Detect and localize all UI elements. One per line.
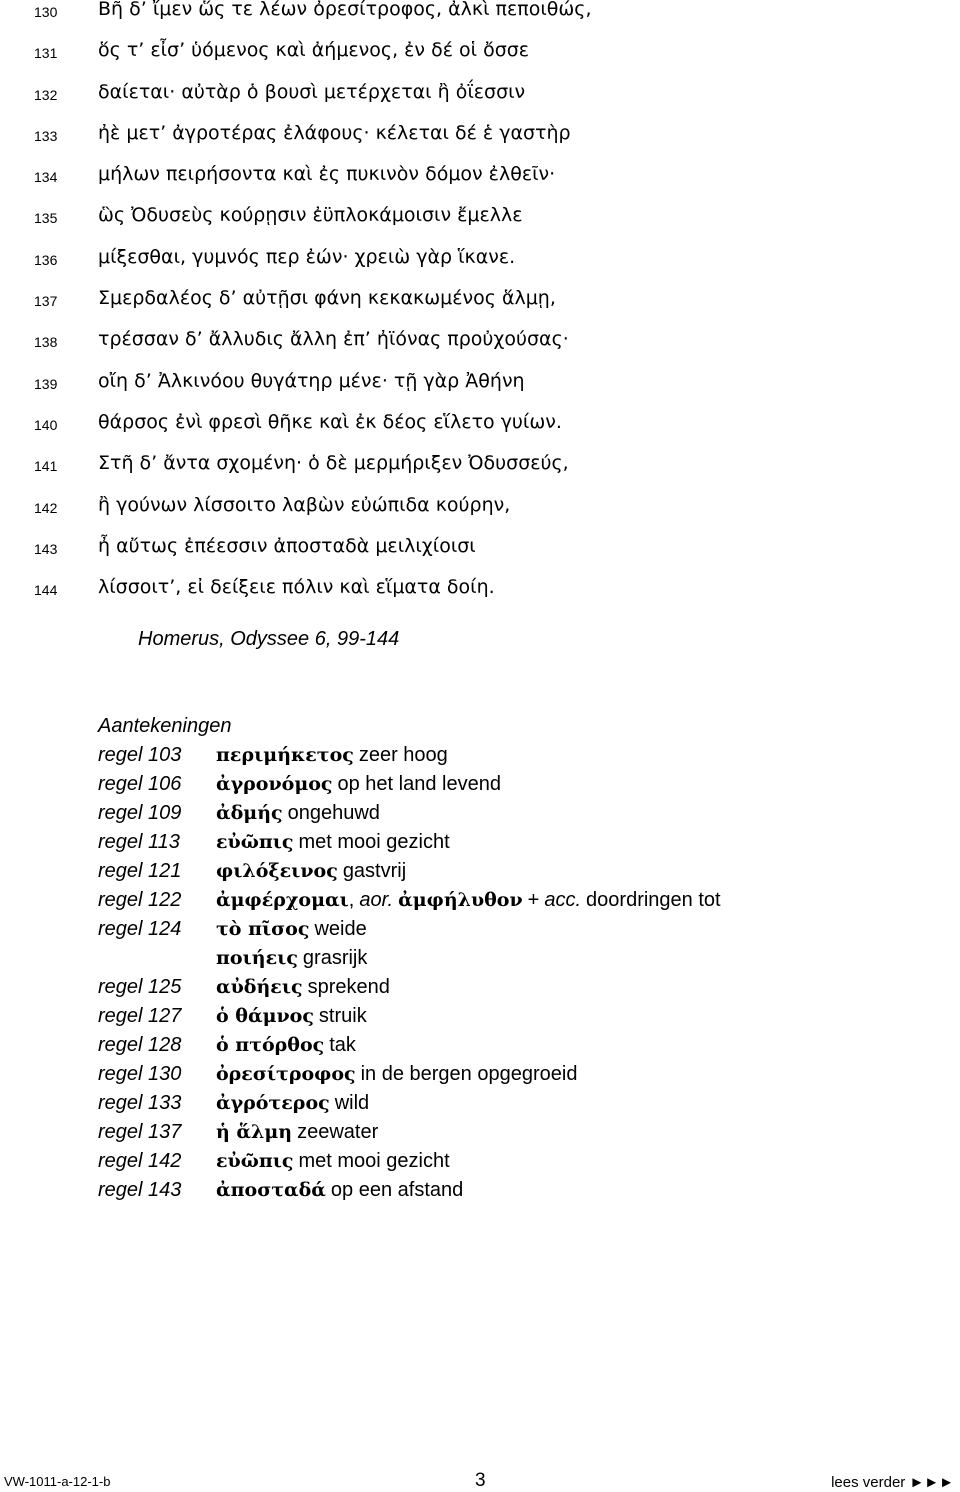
verse-line [0, 163, 960, 208]
verse-text: ἦ αὔτως ἐπέεσσιν ἀποσταδὰ μειλιχίοισι [98, 535, 476, 557]
verse-number: 137 [34, 293, 58, 309]
note-reference: regel 124 [98, 918, 182, 940]
note-row [0, 1063, 960, 1092]
verse-line [0, 370, 960, 415]
note-reference: regel 121 [98, 860, 182, 882]
note-row [0, 773, 960, 802]
note-greek-term: ὀρεσίτροφος [216, 1063, 356, 1085]
verse-text: δαίεται· αὐτὰρ ὁ βουσὶ μετέρχεται ἢ ὀΐεσσιν [98, 81, 526, 103]
note-greek-term: αὐδήεις [216, 976, 303, 998]
verse-line [0, 246, 960, 291]
note-greek-term: ἀγρότερος [216, 1092, 330, 1114]
note-reference: regel 122 [98, 889, 182, 911]
note-row [0, 831, 960, 860]
verse-number: 142 [34, 500, 58, 516]
verse-text: ἠὲ μετ’ ἀγροτέρας ἐλάφους· κέλεται δέ ἑ γαστὴρ [98, 122, 571, 144]
verse-text: μήλων πειρήσοντα καὶ ἐς πυκινὸν δόμον ἐλθεῖν· [98, 163, 556, 185]
note-row [0, 860, 960, 889]
verse-line [0, 411, 960, 456]
note-row [0, 947, 960, 976]
source-citation: Homerus, Odyssee 6, 99-144 [138, 628, 400, 650]
note-meaning: in de bergen opgegroeid [360, 1063, 578, 1085]
verse-number: 132 [34, 87, 58, 103]
note-abbreviation: aor. [359, 889, 394, 911]
note-meaning: doordringen tot [586, 889, 721, 911]
verse-number: 141 [34, 458, 58, 474]
note-greek-term: ποιήεις [216, 947, 298, 969]
note-plus: + [527, 889, 540, 911]
continue-link[interactable]: lees verder ►►► [831, 1474, 954, 1491]
verse-number: 140 [34, 417, 58, 433]
note-greek-term: ἀγρονόμος [216, 773, 333, 795]
note-reference: regel 127 [98, 1005, 182, 1027]
verse-number: 134 [34, 169, 58, 185]
note-row [0, 976, 960, 1005]
note-reference: regel 133 [98, 1092, 182, 1114]
note-meaning: weide [314, 918, 367, 940]
note-greek-term: ἀποσταδά [216, 1179, 326, 1201]
notes-heading: Aantekeningen [98, 715, 232, 737]
verse-text: Βῆ δ’ ἴμεν ὥς τε λέων ὀρεσίτροφος, ἀλκὶ πεποιθώς, [98, 0, 592, 20]
verse-line [0, 204, 960, 249]
note-row [0, 1150, 960, 1179]
verse-line [0, 494, 960, 539]
note-row [0, 1179, 960, 1208]
note-meaning: ongehuwd [287, 802, 380, 824]
note-row [0, 744, 960, 773]
verse-text: λίσσοιτ’, εἰ δείξειε πόλιν καὶ εἵματα δοίη. [98, 576, 495, 598]
verse-text: ὣς Ὀδυσεὺς κούρῃσιν ἐϋπλοκάμοισιν ἔμελλε [98, 204, 523, 226]
note-meaning: sprekend [307, 976, 390, 998]
note-meaning: tak [329, 1034, 356, 1056]
page-footer [0, 1470, 960, 1492]
verse-line [0, 576, 960, 621]
note-greek-term: ἀμφέρχομαι [216, 889, 349, 911]
verse-number: 136 [34, 252, 58, 268]
note-greek-term: ἡ ἅλμη [216, 1121, 293, 1143]
note-reference: regel 130 [98, 1063, 182, 1085]
note-meaning: met mooi gezicht [298, 831, 450, 853]
note-meaning: met mooi gezicht [298, 1150, 450, 1172]
verse-line [0, 328, 960, 373]
note-row [0, 918, 960, 947]
note-greek-term: τὸ πῖσος [216, 918, 310, 940]
exam-code: VW-1011-a-12-1-b [4, 1474, 111, 1489]
verse-line [0, 81, 960, 126]
note-reference: regel 128 [98, 1034, 182, 1056]
verse-number: 131 [34, 45, 58, 61]
verse-number: 139 [34, 376, 58, 392]
note-greek-term-aorist: ἀμφήλυθον [398, 889, 523, 911]
note-reference: regel 142 [98, 1150, 182, 1172]
verse-line [0, 452, 960, 497]
verse-line [0, 39, 960, 84]
verse-text: θάρσος ἐνὶ φρεσὶ θῆκε καὶ ἐκ δέος εἵλετο γυίων. [98, 411, 562, 433]
note-separator: , [348, 889, 355, 911]
verse-line [0, 535, 960, 580]
note-meaning: op een afstand [330, 1179, 464, 1201]
verse-line [0, 2, 960, 43]
note-reference: regel 103 [98, 744, 182, 766]
note-reference: regel 113 [98, 831, 180, 853]
note-greek-term: εὐῶπις [216, 831, 294, 853]
note-reference: regel 125 [98, 976, 182, 998]
verse-number: 138 [34, 334, 58, 350]
verse-text: Σμερδαλέος δ’ αὐτῇσι φάνη κεκακωμένος ἅλμῃ, [98, 287, 556, 309]
note-meaning: gastvrij [342, 860, 407, 882]
page-number: 3 [475, 1470, 486, 1491]
verse-number: 133 [34, 128, 58, 144]
verse-text: τρέσσαν δ’ ἄλλυδις ἄλλη ἐπ’ ἠϊόνας προὐχούσας· [98, 328, 569, 350]
verse-number: 144 [34, 582, 58, 598]
verse-text: ὅς τ’ εἶσ’ ὑόμενος καὶ ἀήμενος, ἐν δέ οἱ ὄσσε [98, 39, 530, 61]
note-meaning: struik [318, 1005, 367, 1027]
note-greek-term: ἀδμής [216, 802, 283, 824]
note-row [0, 802, 960, 831]
note-greek-term: περιμήκετος [216, 744, 354, 766]
note-greek-term: φιλόξεινος [216, 860, 338, 882]
verse-number: 130 [34, 4, 58, 20]
note-greek-term: ὁ πτόρθος [216, 1034, 325, 1056]
verse-text: μίξεσθαι, γυμνός περ ἐών· χρειὼ γὰρ ἵκανε. [98, 246, 516, 268]
note-meaning: zeewater [297, 1121, 379, 1143]
note-meaning: grasrijk [302, 947, 368, 969]
verse-text: οἴη δ’ Ἀλκινόου θυγάτηρ μένε· τῇ γὰρ Ἀθήνη [98, 370, 525, 392]
note-meaning: op het land levend [337, 773, 501, 795]
verse-text: Στῆ δ’ ἄντα σχομένη· ὁ δὲ μερμήριξεν Ὀδυσσεύς, [98, 452, 569, 474]
note-reference: regel 137 [98, 1121, 182, 1143]
note-row [0, 1092, 960, 1121]
verse-number: 135 [34, 210, 58, 226]
verse-number: 143 [34, 541, 58, 557]
note-abbreviation-case: acc. [544, 889, 582, 911]
verse-line [0, 287, 960, 332]
verse-line [0, 122, 960, 167]
note-meaning: wild [334, 1092, 370, 1114]
note-reference: regel 143 [98, 1179, 182, 1201]
note-reference: regel 106 [98, 773, 182, 795]
note-greek-term: εὐῶπις [216, 1150, 294, 1172]
note-row [0, 889, 960, 918]
note-row [0, 1034, 960, 1063]
verse-text: ἢ γούνων λίσσοιτο λαβὼν εὐώπιδα κούρην, [98, 494, 511, 516]
note-meaning: zeer hoog [358, 744, 448, 766]
note-row [0, 1005, 960, 1034]
note-reference: regel 109 [98, 802, 182, 824]
note-row [0, 1121, 960, 1150]
note-greek-term: ὁ θάμνος [216, 1005, 314, 1027]
